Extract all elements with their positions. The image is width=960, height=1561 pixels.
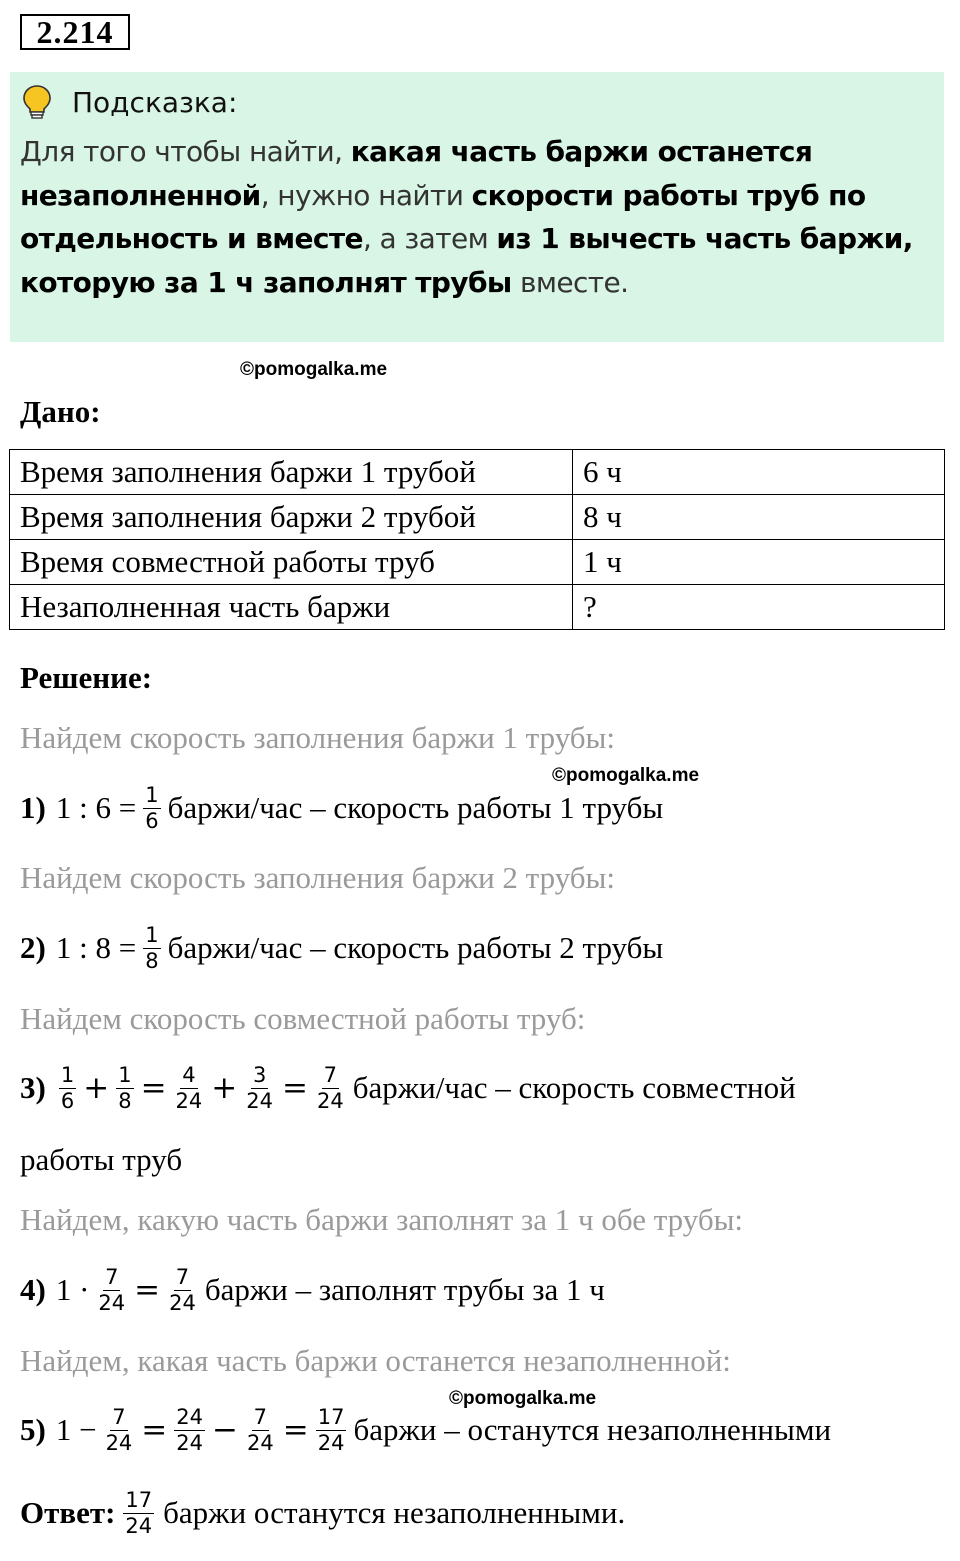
watermark: ©pomogalka.me xyxy=(552,765,700,786)
fraction xyxy=(104,1406,135,1453)
step-text: баржи/час – скорость работы 2 трубы xyxy=(167,930,664,965)
expression-text: 1 · xyxy=(55,1272,90,1307)
fraction xyxy=(116,1064,133,1111)
fraction-denominator: 6 xyxy=(60,1088,75,1113)
given-quantity-cell: Время заполнения баржи 1 трубой xyxy=(10,450,573,495)
fraction-numerator: 1 xyxy=(145,923,159,948)
given-value-cell: 1 ч xyxy=(573,540,945,585)
step-line xyxy=(20,1402,831,1458)
answer-fraction xyxy=(123,1489,154,1536)
step-continuation: работы труб xyxy=(20,1142,183,1177)
hint-segment: , а затем xyxy=(362,222,497,255)
operator: + xyxy=(211,1070,238,1106)
fraction-denominator: 24 xyxy=(317,1430,345,1455)
fraction xyxy=(143,784,160,831)
table-row xyxy=(10,495,945,540)
fraction-numerator: 7 xyxy=(112,1405,126,1430)
fraction xyxy=(167,1266,198,1313)
answer-text: баржи останутся незаполненными. xyxy=(163,1495,626,1530)
step-number: 3) xyxy=(20,1070,46,1105)
given-table xyxy=(9,449,945,630)
fraction-denominator: 24 xyxy=(105,1430,133,1455)
expression-text: 1 − xyxy=(55,1412,97,1447)
given-value-cell: 8 ч xyxy=(573,495,945,540)
fraction-denominator: 24 xyxy=(316,1088,344,1113)
expression-text: 1 : 6 = xyxy=(55,790,137,825)
fraction-numerator: 7 xyxy=(175,1265,190,1290)
fraction-denominator: 24 xyxy=(175,1088,203,1113)
table-row xyxy=(10,540,945,585)
fraction-numerator: 17 xyxy=(125,1488,153,1513)
step-number: 4) xyxy=(20,1272,46,1307)
given-heading: Дано: xyxy=(20,394,101,429)
fraction xyxy=(315,1064,346,1111)
expression-text: 1 : 8 = xyxy=(55,930,137,965)
watermark: ©pomogalka.me xyxy=(449,1388,597,1409)
operator: = xyxy=(141,1412,168,1448)
table-row xyxy=(10,585,945,630)
hint-text xyxy=(20,130,920,304)
fraction-numerator: 7 xyxy=(323,1063,338,1088)
step-number: 1) xyxy=(20,790,46,825)
given-value-cell: 6 ч xyxy=(573,450,945,495)
watermark: ©pomogalka.me xyxy=(240,359,388,380)
lightbulb-icon xyxy=(22,84,52,120)
hint-header xyxy=(22,84,237,120)
hint-emphasis: из 1 вычесть часть баржи, которую за 1 ч заполнят трубы xyxy=(20,222,913,299)
fraction-denominator: 8 xyxy=(118,1088,132,1113)
answer-line xyxy=(20,1485,625,1541)
fraction-denominator: 24 xyxy=(169,1290,196,1315)
operator: = xyxy=(282,1070,308,1106)
fraction-denominator: 6 xyxy=(145,808,159,833)
given-quantity-cell: Время заполнения баржи 2 трубой xyxy=(10,495,573,540)
fraction-numerator: 1 xyxy=(118,1063,132,1088)
fraction-numerator: 3 xyxy=(252,1063,267,1088)
operator: + xyxy=(83,1070,110,1106)
hint-box xyxy=(10,72,944,342)
given-quantity-cell: Незаполненная часть баржи xyxy=(10,585,573,630)
fraction-denominator: 8 xyxy=(145,948,159,973)
operator: = xyxy=(140,1070,167,1106)
fraction xyxy=(244,1064,275,1111)
fraction xyxy=(96,1266,127,1313)
hint-emphasis: какая часть баржи останется незаполненной xyxy=(20,135,813,212)
step-text: баржи – останутся незаполненными xyxy=(353,1412,832,1447)
step-intro: Найдем скорость заполнения баржи 1 трубы: xyxy=(20,720,615,755)
fraction-denominator: 24 xyxy=(98,1290,126,1315)
fraction-numerator: 7 xyxy=(253,1405,268,1430)
hint-emphasis: скорости работы труб по отдельность и вместе xyxy=(20,178,866,255)
step-number: 5) xyxy=(20,1412,46,1447)
step-line xyxy=(20,1060,796,1116)
hint-segment: , нужно найти xyxy=(260,178,472,212)
hint-title: Подсказка: xyxy=(72,85,238,119)
problem-number: 2.214 xyxy=(20,14,130,50)
step-text: баржи – заполнят трубы за 1 ч xyxy=(204,1272,605,1307)
hint-segment: Для того чтобы найти, xyxy=(20,135,351,168)
fraction xyxy=(59,1064,76,1111)
answer-label: Ответ: xyxy=(20,1495,116,1530)
hint-segment: вместе. xyxy=(511,265,629,299)
fraction-numerator: 17 xyxy=(317,1405,345,1430)
fraction-denominator: 24 xyxy=(246,1088,273,1113)
step-text: баржи/час – скорость работы 1 трубы xyxy=(167,790,664,825)
fraction-numerator: 24 xyxy=(176,1405,204,1430)
fraction xyxy=(174,1406,205,1453)
step-intro: Найдем, какая часть баржи останется незаполненной: xyxy=(20,1343,731,1378)
step-line xyxy=(20,920,663,976)
table-row xyxy=(10,450,945,495)
step-line xyxy=(20,1262,605,1318)
operator: = xyxy=(282,1412,309,1448)
step-intro: Найдем, какую часть баржи заполнят за 1 ч обе трубы: xyxy=(20,1202,744,1237)
given-value-cell: ? xyxy=(573,585,945,630)
solution-heading: Решение: xyxy=(20,660,153,695)
fraction-numerator: 1 xyxy=(145,783,159,808)
step-number: 2) xyxy=(20,930,46,965)
fraction xyxy=(143,924,160,971)
fraction-numerator: 4 xyxy=(182,1063,196,1088)
fraction xyxy=(245,1406,276,1453)
fraction-numerator: 7 xyxy=(105,1265,119,1290)
fraction-denominator: 24 xyxy=(125,1513,153,1538)
fraction xyxy=(316,1406,347,1453)
step-intro: Найдем скорость заполнения баржи 2 трубы: xyxy=(20,860,615,895)
fraction-denominator: 24 xyxy=(247,1430,274,1455)
operator: = xyxy=(134,1272,161,1308)
fraction xyxy=(174,1064,205,1111)
step-text: баржи/час – скорость совместной xyxy=(352,1070,796,1105)
step-intro: Найдем скорость совместной работы труб: xyxy=(20,1001,586,1036)
fraction-numerator: 1 xyxy=(60,1063,75,1088)
fraction-denominator: 24 xyxy=(176,1430,204,1455)
operator: − xyxy=(212,1412,238,1448)
given-quantity-cell: Время совместной работы труб xyxy=(10,540,573,585)
step-line xyxy=(20,780,663,836)
